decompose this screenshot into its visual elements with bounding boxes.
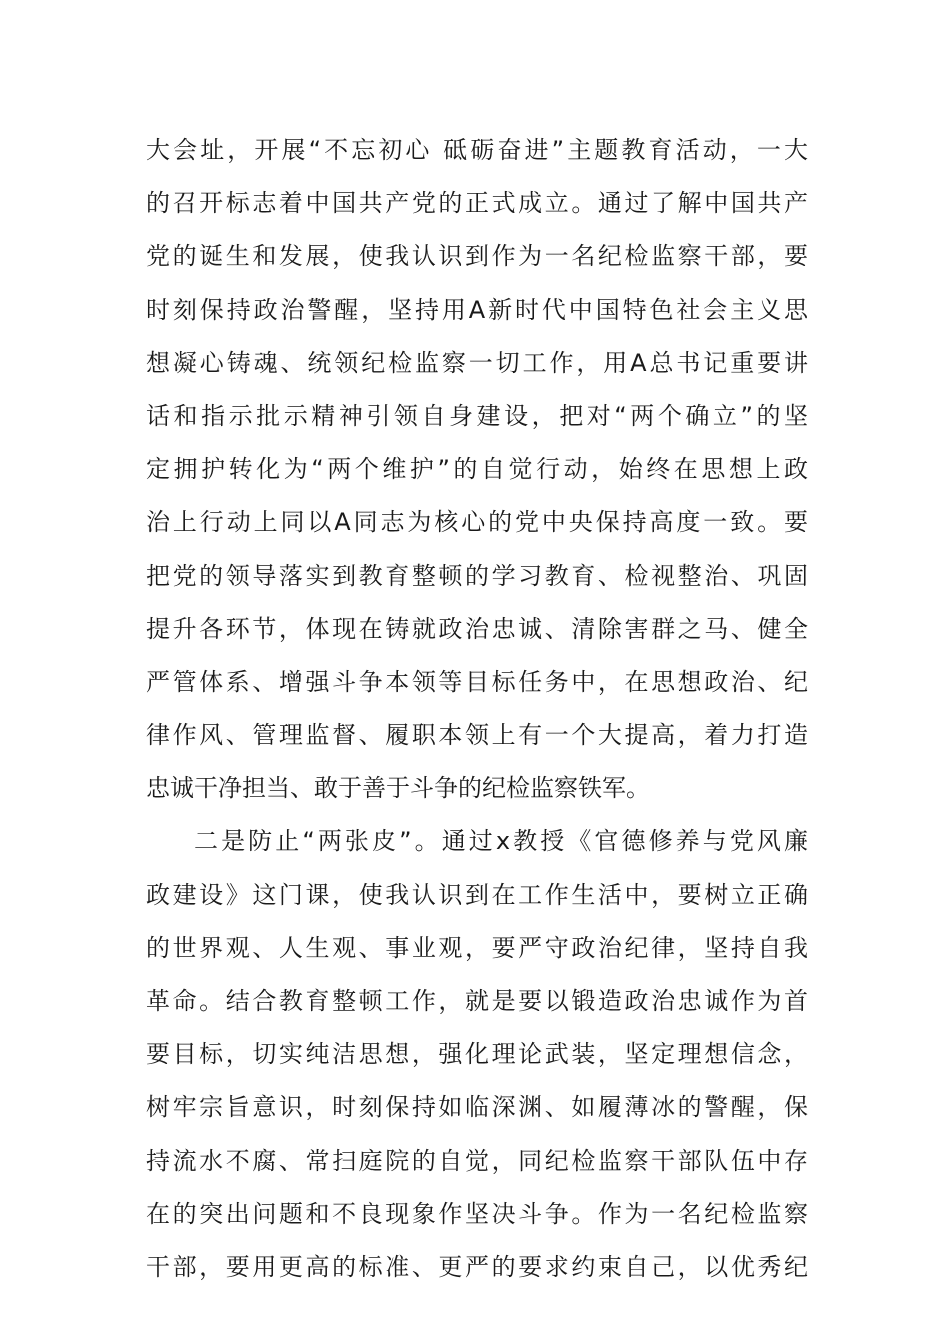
text-line: 忠诚干净担当、敢于善于斗争的纪检监察铁军。	[146, 774, 650, 803]
text-line: 的世界观、人生观、事业观，要严守政治纪律，坚持自我	[146, 933, 808, 962]
text-line: 大会址，开展“不忘初心 砥砺奋进”主题教育活动，一大	[146, 136, 808, 164]
paragraph-1	[146, 124, 808, 815]
text-line: 定拥护转化为“两个维护”的自觉行动，始终在思想上政	[146, 455, 808, 484]
text-line: 二是防止“两张皮”。通过x教授《官德修养与党风廉	[194, 827, 808, 856]
text-line: 想凝心铸魂、统领纪检监察一切工作，用A总书记重要讲	[146, 348, 808, 377]
text-line: 持流水不腐、常扫庭院的自觉，同纪检监察干部队伍中存	[146, 1146, 808, 1175]
text-line: 的召开标志着中国共产党的正式成立。通过了解中国共产	[146, 189, 808, 218]
text-line: 话和指示批示精神引领自身建设，把对“两个确立”的坚	[146, 401, 808, 430]
text-line: 要目标，切实纯洁思想，强化理论武装，坚定理想信念，	[146, 1040, 808, 1069]
text-line: 律作风、管理监督、履职本领上有一个大提高，着力打造	[146, 721, 808, 750]
text-line: 政建设》这门课，使我认识到在工作生活中，要树立正确	[146, 880, 808, 909]
text-line: 严管体系、增强斗争本领等目标任务中，在思想政治、纪	[146, 667, 808, 696]
body-text	[146, 124, 808, 1294]
text-line: 把党的领导落实到教育整顿的学习教育、检视整治、巩固	[146, 561, 808, 590]
text-line: 时刻保持政治警醒，坚持用A新时代中国特色社会主义思	[146, 295, 808, 324]
text-line: 提升各环节，体现在铸就政治忠诚、清除害群之马、健全	[146, 614, 808, 643]
text-line: 干部，要用更高的标准、更严的要求约束自己，以优秀纪	[146, 1252, 808, 1281]
text-line: 治上行动上同以A同志为核心的党中央保持高度一致。要	[146, 508, 808, 537]
text-line: 树牢宗旨意识，时刻保持如临深渊、如履薄冰的警醒，保	[146, 1093, 808, 1122]
text-line: 革命。结合教育整顿工作，就是要以锻造政治忠诚作为首	[146, 987, 808, 1015]
text-line: 党的诞生和发展，使我认识到作为一名纪检监察干部，要	[146, 242, 808, 271]
text-line: 在的突出问题和不良现象作坚决斗争。作为一名纪检监察	[146, 1199, 808, 1228]
paragraph-2	[146, 815, 808, 1294]
